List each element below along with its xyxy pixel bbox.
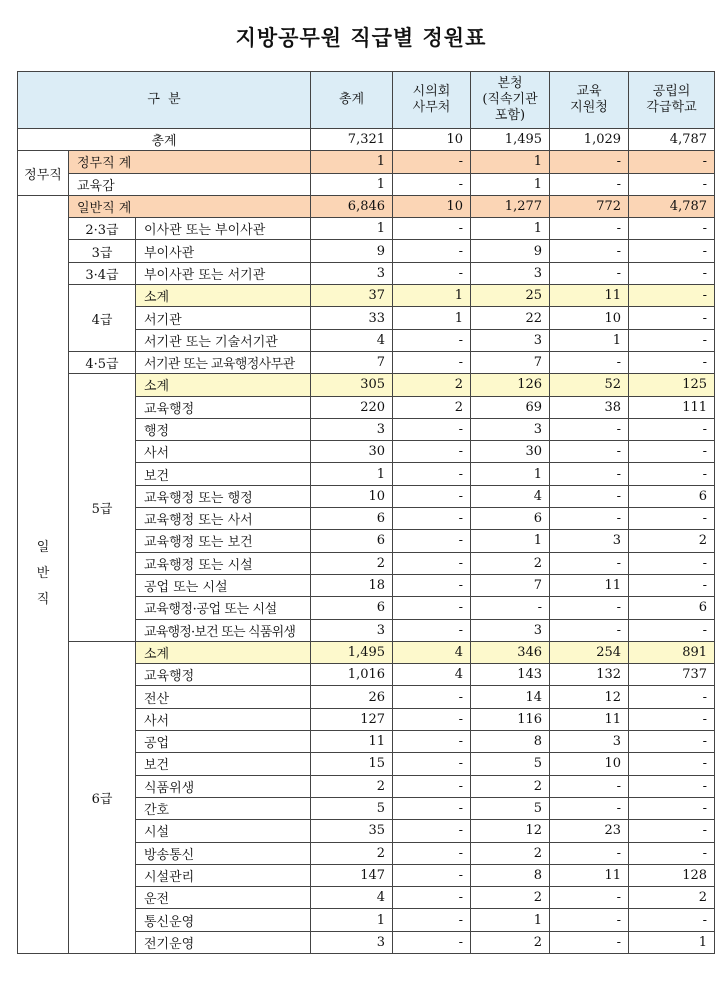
cell-school: - — [629, 418, 715, 440]
cell-council: - — [393, 797, 471, 819]
cell-support: 3 — [550, 530, 629, 552]
cell-council: - — [393, 619, 471, 641]
table-row — [18, 195, 715, 217]
cell-council: - — [393, 240, 471, 262]
cell-hq: 1 — [471, 173, 550, 195]
cell-support: - — [550, 218, 629, 240]
row-label: 사서 — [136, 708, 311, 730]
cell-hq: 3 — [471, 619, 550, 641]
cell-hq: 126 — [471, 374, 550, 396]
group-label-general: 일 반 직 — [18, 195, 69, 953]
cell-total: 1,495 — [311, 641, 393, 663]
cell-support: 10 — [550, 307, 629, 329]
row-label: 소계 — [136, 374, 311, 396]
table-row — [18, 262, 715, 284]
cell-total: 4 — [311, 887, 393, 909]
cell-hq: 3 — [471, 262, 550, 284]
cell-school: - — [629, 307, 715, 329]
cell-total: 11 — [311, 731, 393, 753]
table-row — [18, 641, 715, 663]
row-label: 교육감 — [69, 173, 311, 195]
cell-council: - — [393, 731, 471, 753]
cell-hq: 1 — [471, 218, 550, 240]
cell-hq: 12 — [471, 820, 550, 842]
cell-school: - — [629, 753, 715, 775]
cell-council: - — [393, 351, 471, 373]
table-row — [18, 351, 715, 373]
header-support: 교육 지원청 — [550, 72, 629, 129]
cell-council: - — [393, 173, 471, 195]
cell-school: 4,787 — [629, 195, 715, 217]
cell-total: 7,321 — [311, 129, 393, 151]
cell-council: 1 — [393, 285, 471, 307]
table-row — [18, 173, 715, 195]
cell-school: 4,787 — [629, 129, 715, 151]
cell-hq: 7 — [471, 574, 550, 596]
cell-school: 6 — [629, 597, 715, 619]
cell-hq: 2 — [471, 887, 550, 909]
cell-school: 2 — [629, 530, 715, 552]
cell-council: - — [393, 574, 471, 596]
cell-hq: 25 — [471, 285, 550, 307]
cell-council: - — [393, 686, 471, 708]
cell-support: 772 — [550, 195, 629, 217]
cell-school: - — [629, 686, 715, 708]
cell-hq: 1,495 — [471, 129, 550, 151]
cell-total: 6 — [311, 508, 393, 530]
cell-hq: 346 — [471, 641, 550, 663]
cell-school: 128 — [629, 864, 715, 886]
grade-label: 5급 — [69, 374, 136, 642]
cell-council: - — [393, 820, 471, 842]
cell-school: - — [629, 441, 715, 463]
cell-total: 15 — [311, 753, 393, 775]
cell-total: 1 — [311, 151, 393, 173]
cell-council: - — [393, 218, 471, 240]
cell-support: - — [550, 485, 629, 507]
cell-council: - — [393, 597, 471, 619]
cell-hq: 1,277 — [471, 195, 550, 217]
cell-hq: 9 — [471, 240, 550, 262]
row-label: 교육행정 — [136, 396, 311, 418]
cell-support: 23 — [550, 820, 629, 842]
row-label: 서기관 또는 기술서기관 — [136, 329, 311, 351]
cell-school: 737 — [629, 664, 715, 686]
cell-total: 33 — [311, 307, 393, 329]
cell-total: 3 — [311, 418, 393, 440]
cell-support: - — [550, 418, 629, 440]
cell-support: 52 — [550, 374, 629, 396]
cell-school: - — [629, 351, 715, 373]
cell-hq: 2 — [471, 552, 550, 574]
row-label: 교육행정·공업 또는 시설 — [136, 597, 311, 619]
cell-council: - — [393, 775, 471, 797]
cell-school: - — [629, 262, 715, 284]
row-label: 행정 — [136, 418, 311, 440]
cell-school: - — [629, 574, 715, 596]
table-row — [18, 218, 715, 240]
row-label: 보건 — [136, 463, 311, 485]
grade-label: 2·3급 — [69, 218, 136, 240]
cell-total: 6 — [311, 597, 393, 619]
cell-school: - — [629, 820, 715, 842]
cell-school: - — [629, 329, 715, 351]
cell-hq: 2 — [471, 775, 550, 797]
cell-total: 147 — [311, 864, 393, 886]
cell-support: - — [550, 441, 629, 463]
cell-council: - — [393, 864, 471, 886]
cell-total: 37 — [311, 285, 393, 307]
cell-school: 1 — [629, 931, 715, 953]
cell-school: - — [629, 508, 715, 530]
row-label: 전산 — [136, 686, 311, 708]
cell-school: - — [629, 708, 715, 730]
cell-support: - — [550, 797, 629, 819]
table-row — [18, 285, 715, 307]
cell-total: 3 — [311, 931, 393, 953]
cell-support: 11 — [550, 708, 629, 730]
cell-council: 1 — [393, 307, 471, 329]
header-row — [18, 72, 715, 129]
grade-label: 3·4급 — [69, 262, 136, 284]
cell-school: - — [629, 218, 715, 240]
cell-support: 1 — [550, 329, 629, 351]
cell-total: 1 — [311, 218, 393, 240]
cell-school: - — [629, 151, 715, 173]
cell-hq: 1 — [471, 151, 550, 173]
row-label: 총계 — [18, 129, 311, 151]
cell-council: - — [393, 708, 471, 730]
cell-total: 9 — [311, 240, 393, 262]
cell-support: - — [550, 842, 629, 864]
staffing-table — [17, 71, 715, 954]
row-label: 공업 또는 시설 — [136, 574, 311, 596]
row-label: 서기관 또는 교육행정사무관 — [136, 351, 311, 373]
cell-council: 2 — [393, 396, 471, 418]
cell-school: - — [629, 552, 715, 574]
cell-total: 1 — [311, 173, 393, 195]
cell-council: 10 — [393, 195, 471, 217]
table-row — [18, 240, 715, 262]
grade-label: 4·5급 — [69, 351, 136, 373]
cell-school: 2 — [629, 887, 715, 909]
cell-council: - — [393, 931, 471, 953]
row-label: 운전 — [136, 887, 311, 909]
row-label: 통신운영 — [136, 909, 311, 931]
cell-support: - — [550, 931, 629, 953]
cell-support: - — [550, 619, 629, 641]
row-label: 보건 — [136, 753, 311, 775]
cell-council: - — [393, 887, 471, 909]
cell-support: - — [550, 909, 629, 931]
cell-support: 10 — [550, 753, 629, 775]
row-label: 사서 — [136, 441, 311, 463]
table-row — [18, 129, 715, 151]
cell-council: - — [393, 262, 471, 284]
cell-hq: 8 — [471, 864, 550, 886]
cell-council: - — [393, 485, 471, 507]
cell-support: 11 — [550, 285, 629, 307]
cell-council: 4 — [393, 641, 471, 663]
cell-school: - — [629, 240, 715, 262]
cell-total: 30 — [311, 441, 393, 463]
cell-support: 1,029 — [550, 129, 629, 151]
cell-school: - — [629, 909, 715, 931]
document-title: 지방공무원 직급별 정원표 — [235, 25, 487, 50]
cell-school: 6 — [629, 485, 715, 507]
table-row — [18, 151, 715, 173]
grade-label: 6급 — [69, 641, 136, 953]
row-label: 방송통신 — [136, 842, 311, 864]
cell-total: 2 — [311, 552, 393, 574]
row-label: 시설관리 — [136, 864, 311, 886]
cell-support: - — [550, 775, 629, 797]
row-label: 교육행정 또는 보건 — [136, 530, 311, 552]
cell-support: - — [550, 262, 629, 284]
cell-hq: 2 — [471, 842, 550, 864]
cell-support: 3 — [550, 731, 629, 753]
cell-support: - — [550, 597, 629, 619]
row-label: 교육행정·보건 또는 식품위생 — [136, 619, 311, 641]
cell-hq: 30 — [471, 441, 550, 463]
header-category: 구 분 — [18, 72, 311, 129]
row-label: 소계 — [136, 641, 311, 663]
header-total: 총계 — [311, 72, 393, 129]
cell-council: - — [393, 463, 471, 485]
cell-hq: 4 — [471, 485, 550, 507]
header-hq: 본청 (직속기관 포함) — [471, 72, 550, 129]
row-label: 일반직 계 — [69, 195, 311, 217]
cell-council: - — [393, 530, 471, 552]
cell-total: 18 — [311, 574, 393, 596]
row-label: 부이사관 — [136, 240, 311, 262]
row-label: 소계 — [136, 285, 311, 307]
cell-support: - — [550, 173, 629, 195]
cell-school: 891 — [629, 641, 715, 663]
cell-council: 10 — [393, 129, 471, 151]
cell-support: - — [550, 240, 629, 262]
cell-support: 11 — [550, 574, 629, 596]
cell-support: - — [550, 151, 629, 173]
cell-total: 3 — [311, 619, 393, 641]
cell-council: - — [393, 552, 471, 574]
cell-support: 254 — [550, 641, 629, 663]
cell-total: 1 — [311, 463, 393, 485]
cell-hq: 69 — [471, 396, 550, 418]
cell-council: - — [393, 753, 471, 775]
cell-council: 4 — [393, 664, 471, 686]
cell-total: 5 — [311, 797, 393, 819]
group-label-political: 정무직 — [18, 151, 69, 196]
cell-school: 125 — [629, 374, 715, 396]
cell-hq: 7 — [471, 351, 550, 373]
cell-council: - — [393, 151, 471, 173]
row-label: 시설 — [136, 820, 311, 842]
row-label: 교육행정 또는 시설 — [136, 552, 311, 574]
cell-hq: 3 — [471, 329, 550, 351]
cell-total: 10 — [311, 485, 393, 507]
cell-hq: 8 — [471, 731, 550, 753]
cell-hq: 116 — [471, 708, 550, 730]
cell-hq: 1 — [471, 530, 550, 552]
cell-council: - — [393, 441, 471, 463]
cell-hq: 1 — [471, 909, 550, 931]
cell-support: 11 — [550, 864, 629, 886]
row-label: 서기관 — [136, 307, 311, 329]
cell-hq: 1 — [471, 463, 550, 485]
cell-total: 4 — [311, 329, 393, 351]
cell-total: 26 — [311, 686, 393, 708]
cell-hq: 143 — [471, 664, 550, 686]
cell-total: 305 — [311, 374, 393, 396]
cell-total: 3 — [311, 262, 393, 284]
cell-school: 111 — [629, 396, 715, 418]
cell-support: 132 — [550, 664, 629, 686]
cell-council: - — [393, 508, 471, 530]
cell-total: 1 — [311, 909, 393, 931]
row-label: 공업 — [136, 731, 311, 753]
row-label: 정무직 계 — [69, 151, 311, 173]
cell-hq: 3 — [471, 418, 550, 440]
cell-support: - — [550, 508, 629, 530]
cell-hq: 22 — [471, 307, 550, 329]
cell-total: 1,016 — [311, 664, 393, 686]
cell-hq: 14 — [471, 686, 550, 708]
cell-council: 2 — [393, 374, 471, 396]
header-council: 시의회 사무처 — [393, 72, 471, 129]
row-label: 식품위생 — [136, 775, 311, 797]
cell-council: - — [393, 329, 471, 351]
grade-label: 3급 — [69, 240, 136, 262]
cell-hq: 5 — [471, 797, 550, 819]
grade-label: 4급 — [69, 285, 136, 352]
cell-support: - — [550, 552, 629, 574]
cell-school: - — [629, 842, 715, 864]
cell-school: - — [629, 463, 715, 485]
cell-total: 127 — [311, 708, 393, 730]
cell-council: - — [393, 909, 471, 931]
cell-hq: 5 — [471, 753, 550, 775]
cell-school: - — [629, 775, 715, 797]
cell-school: - — [629, 731, 715, 753]
header-school: 공립의 각급학교 — [629, 72, 715, 129]
cell-school: - — [629, 285, 715, 307]
cell-school: - — [629, 797, 715, 819]
cell-total: 220 — [311, 396, 393, 418]
row-label: 이사관 또는 부이사관 — [136, 218, 311, 240]
cell-support: - — [550, 887, 629, 909]
cell-council: - — [393, 418, 471, 440]
row-label: 교육행정 — [136, 664, 311, 686]
cell-support: - — [550, 351, 629, 373]
row-label: 간호 — [136, 797, 311, 819]
cell-total: 2 — [311, 842, 393, 864]
row-label: 교육행정 또는 사서 — [136, 508, 311, 530]
cell-support: 38 — [550, 396, 629, 418]
cell-hq: 6 — [471, 508, 550, 530]
cell-hq: 2 — [471, 931, 550, 953]
cell-school: - — [629, 173, 715, 195]
cell-total: 7 — [311, 351, 393, 373]
cell-council: - — [393, 842, 471, 864]
row-label: 부이사관 또는 서기관 — [136, 262, 311, 284]
cell-total: 35 — [311, 820, 393, 842]
row-label: 전기운영 — [136, 931, 311, 953]
cell-school: - — [629, 619, 715, 641]
cell-total: 6,846 — [311, 195, 393, 217]
cell-support: - — [550, 463, 629, 485]
cell-support: 12 — [550, 686, 629, 708]
cell-hq: - — [471, 597, 550, 619]
table-row — [18, 374, 715, 396]
cell-total: 2 — [311, 775, 393, 797]
row-label: 교육행정 또는 행정 — [136, 485, 311, 507]
cell-total: 6 — [311, 530, 393, 552]
